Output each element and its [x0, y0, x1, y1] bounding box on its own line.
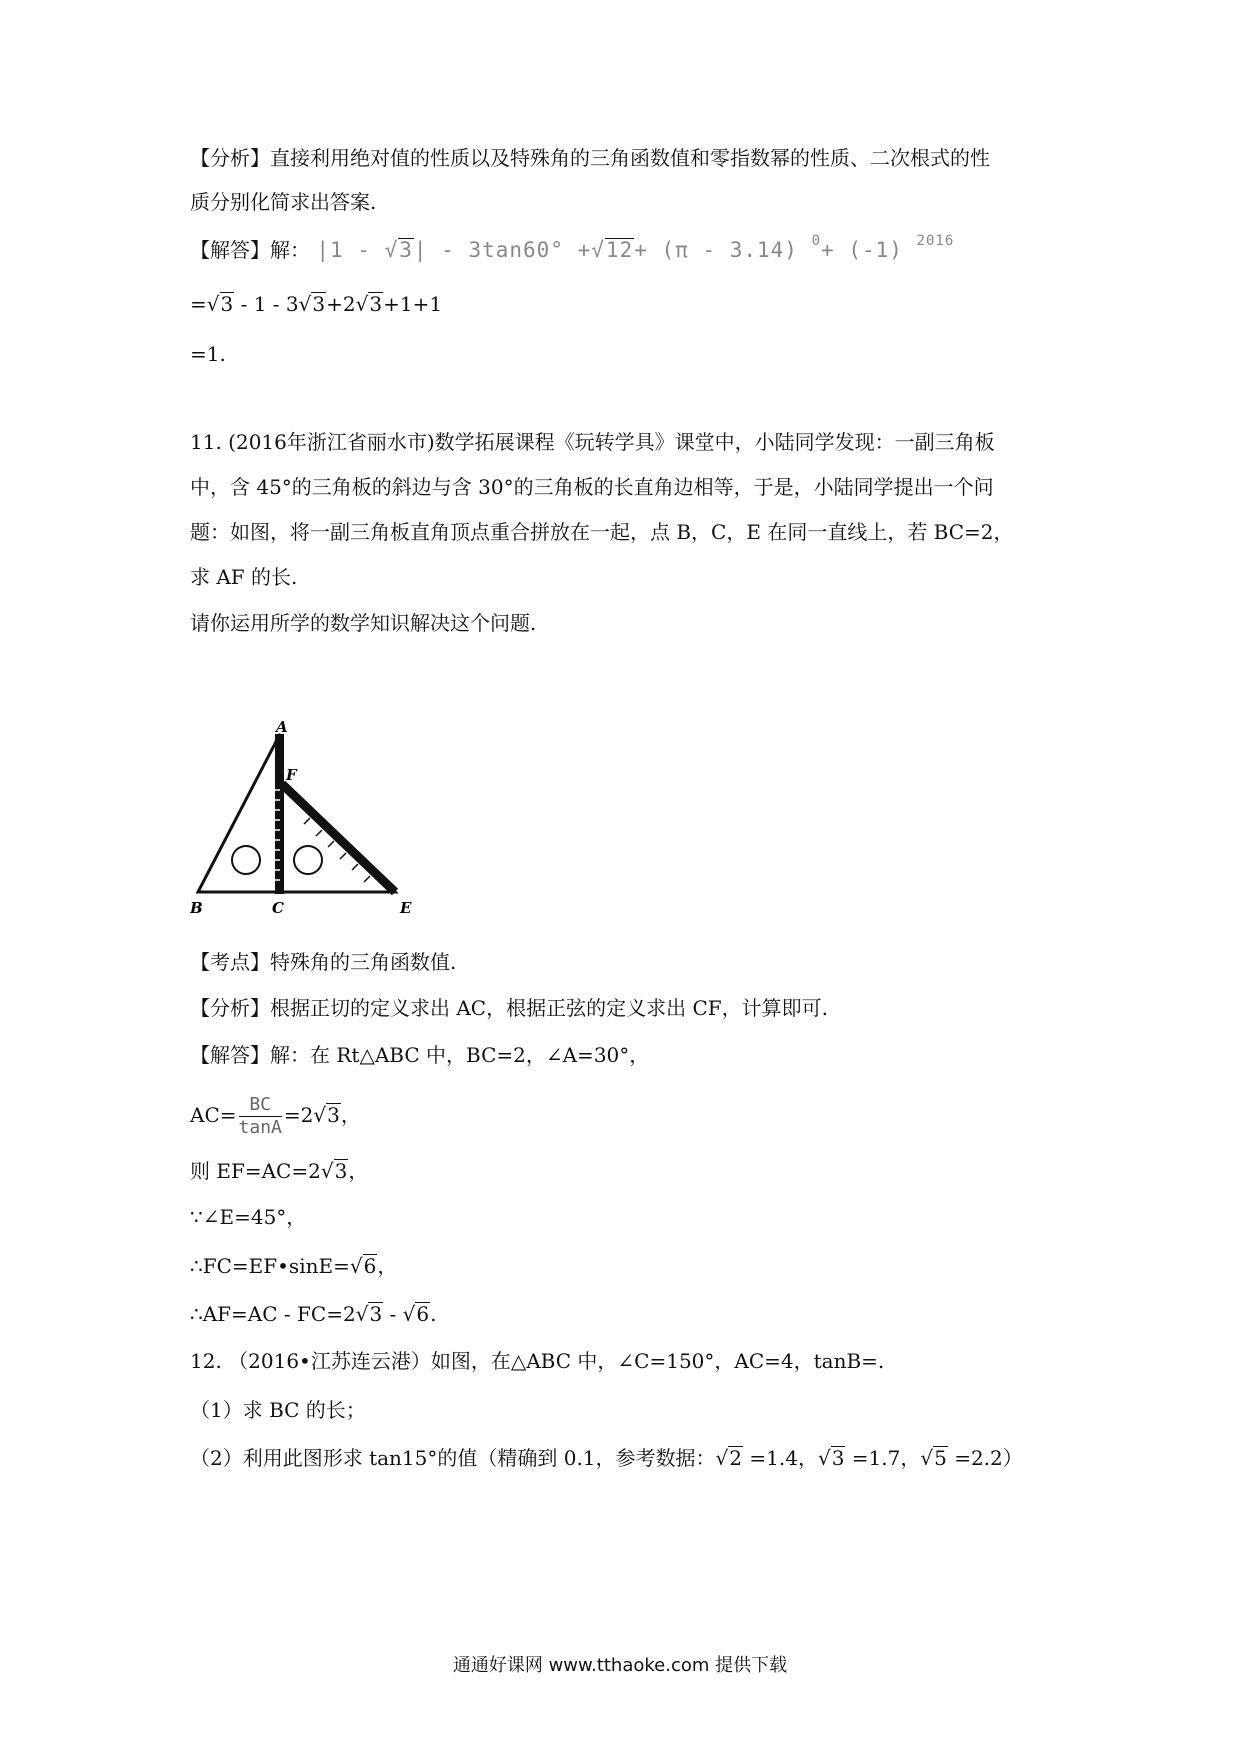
page-footer: 通通好课网 www.tthaoke.com 提供下载: [452, 1655, 788, 1676]
triangle-set-square-figure: [190, 720, 430, 920]
expr-abs-close: | - 3tan60° +: [413, 238, 592, 262]
sqrt-5: √5: [920, 1446, 947, 1470]
sqrt-6: √6: [349, 1254, 377, 1278]
solution-10-expression: [190, 233, 955, 267]
sqrt-2: √2: [715, 1446, 743, 1470]
kaodian-11: 【考点】特殊角的三角函数值.: [190, 950, 457, 974]
expr-exp0: 0: [811, 233, 822, 249]
sqrt-3: √3: [320, 1159, 348, 1183]
problem-12-line2: （1）求 BC 的长；: [190, 1398, 366, 1422]
solution-11-intro: 【解答】解：在 Rt△ABC 中，BC=2，∠A=30°，: [190, 1043, 650, 1067]
expr-exp2016: 2016: [916, 233, 955, 249]
label-f: F: [286, 766, 297, 784]
sqrt-3: √3: [313, 1103, 340, 1127]
solution-11-because: ∵∠E=45°，: [190, 1205, 307, 1229]
problem-12-line1: 12. （2016•江苏连云港）如图，在△ABC 中，∠C=150°，AC=4，tanB=.: [190, 1349, 885, 1373]
fraction-bc-tana: $\frac{BC}{\tan A}$: [238, 1094, 282, 1138]
sqrt-3: √3: [298, 292, 326, 316]
solution-10-step1: =√3 - 1 - 3√3+2√3+1+1: [190, 292, 443, 316]
analysis-10-line2: 质分别化简求出答案.: [190, 190, 377, 214]
sqrt-3: √3: [206, 292, 234, 316]
expr-abs-open: |1 -: [316, 238, 385, 262]
sqrt-12: √12: [591, 238, 634, 262]
expr-rest: + (π - 3.14): [634, 238, 812, 262]
solution-11-af: ∴AF=AC - FC=2√3 - √6.: [190, 1302, 437, 1326]
label-b: B: [190, 899, 203, 917]
sqrt-3: √3: [355, 1302, 383, 1326]
problem-11-line2: 中，含 45°的三角板的斜边与含 30°的三角板的长直角边相等，于是，小陆同学提出一个问: [190, 475, 994, 499]
label-c: C: [272, 899, 284, 917]
problem-11-line5: 请你运用所学的数学知识解决这个问题.: [190, 611, 537, 635]
hole-left: [232, 846, 260, 874]
solution-11-ac: AC= $\frac{BC}{\tan A}$ =2√3，: [190, 1090, 361, 1140]
expr-rest2: + (-1): [821, 238, 917, 262]
label-e: E: [400, 899, 412, 917]
sqrt-3: √3: [384, 238, 413, 262]
sqrt-3: √3: [355, 292, 383, 316]
analysis-10-line1: 【分析】直接利用绝对值的性质以及特殊角的三角函数值和零指数幂的性质、二次根式的性: [190, 146, 990, 170]
solution-10-step2: =1.: [190, 342, 226, 366]
solution-11-fc: ∴FC=EF•sinE=√6，: [190, 1254, 398, 1278]
problem-12-line3: （2）利用此图形求 tan15°的值（精确到 0.1，参考数据：√2 =1.4，√3 =1.7，√5 =2.2）: [190, 1446, 1023, 1470]
problem-11-line1: 11. (2016年浙江省丽水市)数学拓展课程《玩转学具》课堂中，小陆同学发现：一副三角板: [190, 430, 995, 454]
problem-11-line3: 题：如图，将一副三角板直角顶点重合拼放在一起，点 B，C，E 在同一直线上，若 BC=2，: [190, 520, 1014, 544]
sqrt-3: √3: [817, 1446, 845, 1470]
hole-right: [294, 846, 322, 874]
solution-prefix: 【解答】解：: [190, 238, 310, 262]
problem-11-line4: 求 AF 的长.: [190, 565, 298, 589]
triangle-abc: [198, 734, 280, 892]
label-a: A: [276, 720, 288, 736]
sqrt-6: √6: [402, 1302, 430, 1326]
edge-fe: [282, 784, 395, 892]
analysis-11: 【分析】根据正切的定义求出 AC，根据正弦的定义求出 CF，计算即可.: [190, 996, 828, 1020]
solution-11-ef: 则 EF=AC=2√3，: [190, 1159, 369, 1183]
